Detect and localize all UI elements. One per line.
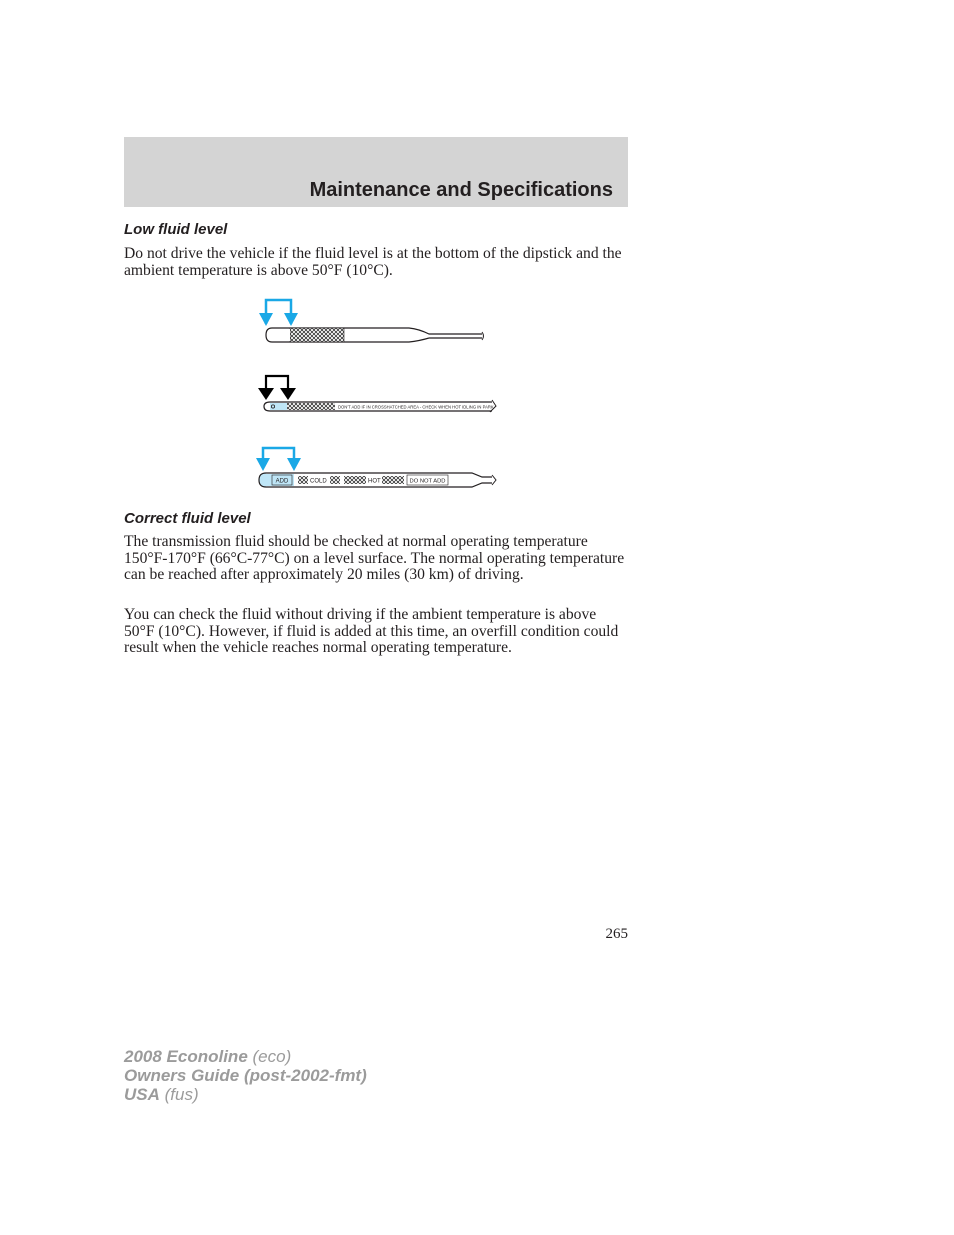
footer-guide: Owners Guide (post-2002-fmt) bbox=[124, 1066, 367, 1085]
page-number: 265 bbox=[605, 926, 628, 942]
footer-market: USA bbox=[124, 1085, 160, 1104]
do-not-add-label: DO NOT ADD bbox=[409, 478, 446, 485]
footer-line-1 bbox=[124, 1047, 367, 1066]
footer-model-code: (eco) bbox=[252, 1047, 292, 1066]
dipstick-3 bbox=[256, 448, 496, 487]
correct-fluid-paragraph-1: The transmission fluid should be checked at normal operating temperature 150°F-170°F (66°C-77°C) on a level surface. The normal operating temperature can be reached after approximately 20 miles (30 km) of driving. bbox=[124, 533, 625, 583]
hot-label: HOT bbox=[368, 478, 381, 485]
dipstick-2-label: DON'T ADD IF IN CROSSHATCHED AREA - CHECK WHEN HOT IDLING IN PARK bbox=[338, 404, 494, 410]
page-title: Maintenance and Specifications bbox=[309, 179, 613, 201]
cold-label: COLD bbox=[310, 478, 327, 485]
footer-line-2 bbox=[124, 1066, 367, 1085]
low-fluid-heading: Low fluid level bbox=[124, 221, 228, 238]
dipstick-illustration bbox=[254, 294, 504, 494]
add-label: ADD bbox=[275, 478, 289, 485]
dipstick-1-fluid bbox=[270, 329, 290, 341]
dipstick-1 bbox=[259, 300, 484, 342]
correct-fluid-paragraph-2: You can check the fluid without driving if the ambient temperature is above 50°F (10°C). However, if fluid is added at this time, an overfill condition could result when the vehicle reaches normal operating temperature. bbox=[124, 606, 619, 656]
black-arrow-pair bbox=[258, 376, 296, 400]
blue-arrow-pair-2 bbox=[256, 448, 301, 471]
blue-arrow-pair-1 bbox=[259, 300, 298, 326]
footer-market-code: (fus) bbox=[164, 1085, 199, 1104]
dipstick-2 bbox=[258, 376, 496, 412]
document-footer bbox=[124, 1047, 367, 1104]
correct-fluid-heading: Correct fluid level bbox=[124, 510, 251, 527]
low-fluid-paragraph: Do not drive the vehicle if the fluid level is at the bottom of the dipstick and the ambient temperature is above 50°F (10°C). bbox=[124, 245, 622, 279]
header-band bbox=[124, 137, 628, 207]
footer-line-3 bbox=[124, 1085, 367, 1104]
dipstick-2-fluid bbox=[270, 403, 288, 410]
footer-model: 2008 Econoline bbox=[124, 1047, 248, 1066]
